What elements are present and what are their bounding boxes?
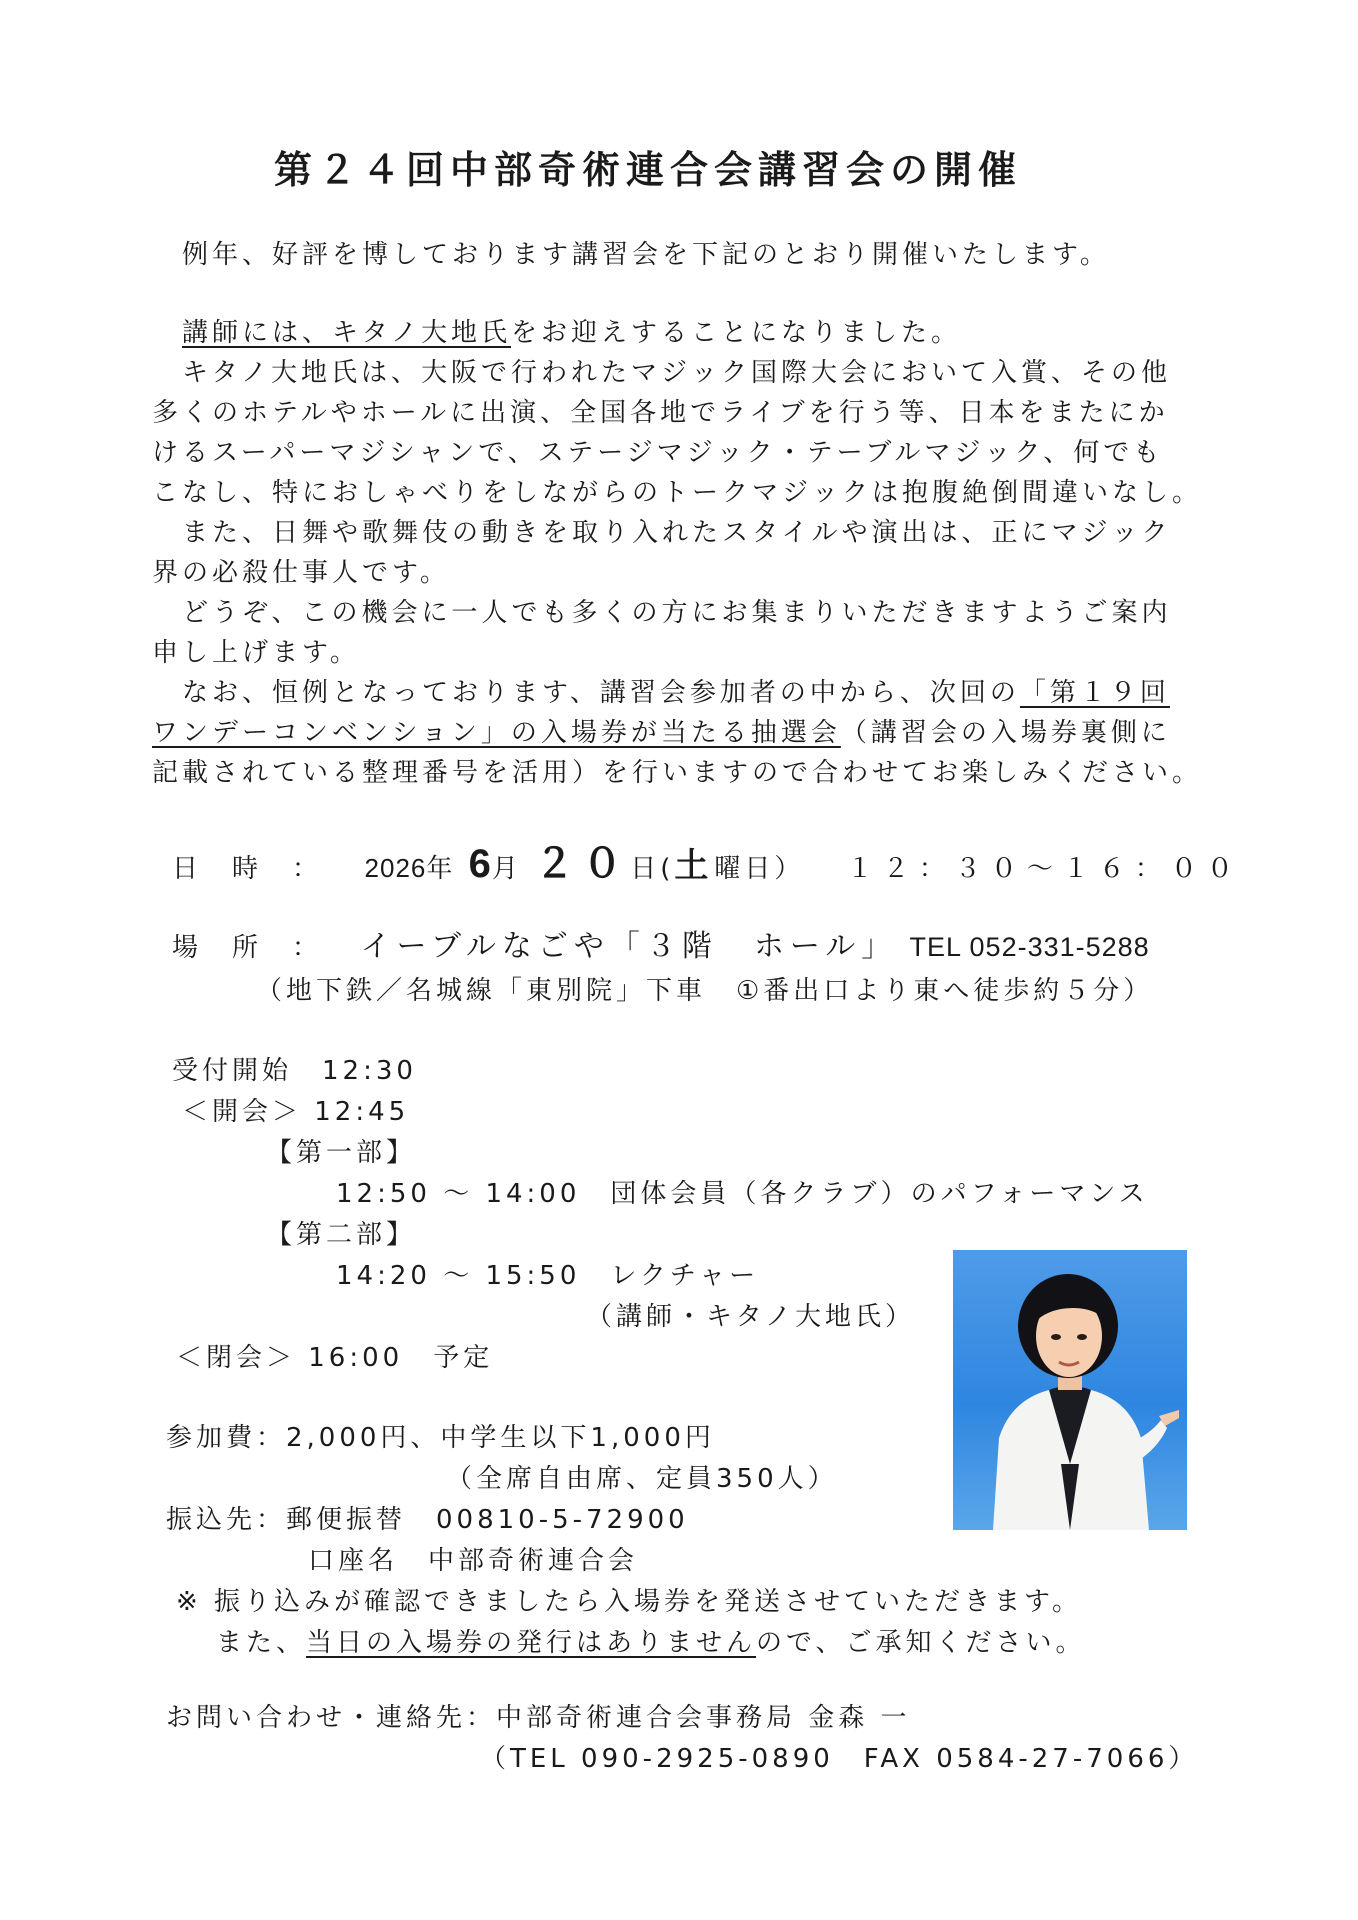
venue-row — [172, 926, 1150, 969]
lottery-line-3: 記載されている整理番号を活用）を行いますので合わせてお楽しみください。 — [152, 758, 1203, 788]
lecturer-intro-underlined: 講師には、キタノ大地氏 — [182, 318, 511, 348]
fee-note: （全席自由席、定員350人） — [446, 1464, 838, 1494]
date-month: 6 — [468, 842, 492, 886]
date-row — [172, 842, 1243, 891]
body-line-4: こなし、特におしゃべりをしながらのトークマジックは抱腹絶倒間違いなし。 — [152, 478, 1203, 508]
lottery-line-1-text: なお、恒例となっております、講習会参加者の中から、次回の — [182, 678, 1020, 708]
part2-label: 【第二部】 — [266, 1220, 417, 1250]
date-year: 2026 — [364, 853, 427, 883]
lecturer-photo-figure — [953, 1250, 1187, 1530]
date-dow-rest: 曜日） — [714, 854, 805, 884]
body-line-8: 申し上げます。 — [152, 638, 360, 668]
notice-line-2 — [216, 1626, 1086, 1660]
contact-line: お問い合わせ・連絡先：中部奇術連合会事務局 金森 一 — [166, 1703, 911, 1733]
venue-access: （地下鉄／名城線「東別院」下車 ①番出口より東へ徒歩約５分） — [256, 976, 1154, 1006]
body-line-3: けるスーパーマジシャンで、ステージマジック・テーブルマジック、何でも — [152, 438, 1164, 468]
part1-detail: 12:50 〜 14:00 団体会員（各クラブ）のパフォーマンス — [336, 1179, 1149, 1209]
date-label: 日 時 ： — [172, 854, 323, 884]
date-tsuki: 月 — [491, 854, 522, 884]
notice-line-1: ※ 振り込みが確認できましたら入場券を発送させていただきます。 — [176, 1587, 1082, 1617]
notice-line-2-text-b: ので、ご承知ください。 — [756, 1628, 1086, 1658]
date-nichi: 日( — [630, 854, 675, 884]
notice-line-2-underlined: 当日の入場券の発行はありません — [306, 1628, 757, 1658]
lottery-line-1-underlined: 「第１９回 — [1019, 678, 1170, 708]
date-time: １２：３０〜１６：００ — [846, 854, 1243, 884]
page-title: 第２４回中部奇術連合会講習会の開催 — [274, 148, 1023, 192]
part1-label: 【第一部】 — [266, 1138, 417, 1168]
lecturer-intro — [182, 316, 961, 350]
lottery-line-2 — [152, 716, 1171, 750]
opening-time: ＜開会＞ 12:45 — [182, 1097, 410, 1127]
venue-name: イーブルなごや「３階 ホール」 — [360, 929, 898, 964]
lecturer-photo — [953, 1250, 1187, 1530]
intro-text: 例年、好評を博しております講習会を下記のとおり開催いたします。 — [182, 240, 1110, 270]
venue-label: 場 所 ： — [172, 933, 323, 963]
closing-time: ＜閉会＞ 16:00 予定 — [176, 1343, 494, 1373]
lecturer-intro-rest: をお迎えすることになりました。 — [510, 318, 961, 348]
reception-time: 受付開始 12:30 — [172, 1056, 417, 1086]
body-line-5: また、日舞や歌舞伎の動きを取り入れたスタイルや演出は、正にマジック — [182, 518, 1172, 548]
transfer-account: 口座名 中部奇術連合会 — [308, 1546, 639, 1576]
date-day: ２０ — [534, 841, 631, 887]
lottery-line-2-underlined: ワンデーコンベンション」の入場券が当たる抽選会 — [152, 718, 841, 748]
part2-detail: 14:20 〜 15:50 レクチャー — [336, 1261, 760, 1291]
transfer-line: 振込先：郵便振替 00810-5-72900 — [166, 1505, 689, 1535]
fee-line: 参加費：2,000円、中学生以下1,000円 — [166, 1423, 715, 1453]
part2-note: （講師・キタノ大地氏） — [586, 1302, 915, 1332]
body-line-1: キタノ大地氏は、大阪で行われたマジック国際大会において入賞、その他 — [182, 358, 1171, 388]
date-nen: 年 — [426, 854, 457, 884]
body-line-6: 界の必殺仕事人です。 — [152, 558, 450, 588]
notice-line-2-text-a: また、 — [216, 1628, 307, 1658]
contact-tel-fax: （TEL 090-2925-0890 FAX 0584-27-7066） — [480, 1744, 1199, 1774]
lottery-line-1 — [182, 676, 1170, 710]
body-line-2: 多くのホテルやホールに出演、全国各地でライブを行う等、日本をまたにか — [152, 398, 1169, 428]
venue-tel: TEL 052-331-5288 — [909, 932, 1150, 962]
date-dow: 土 — [674, 846, 715, 886]
body-line-7: どうぞ、この機会に一人でも多くの方にお集まりいただきますようご案内 — [182, 598, 1172, 628]
lottery-line-2-text: （講習会の入場券裏側に — [840, 718, 1171, 748]
